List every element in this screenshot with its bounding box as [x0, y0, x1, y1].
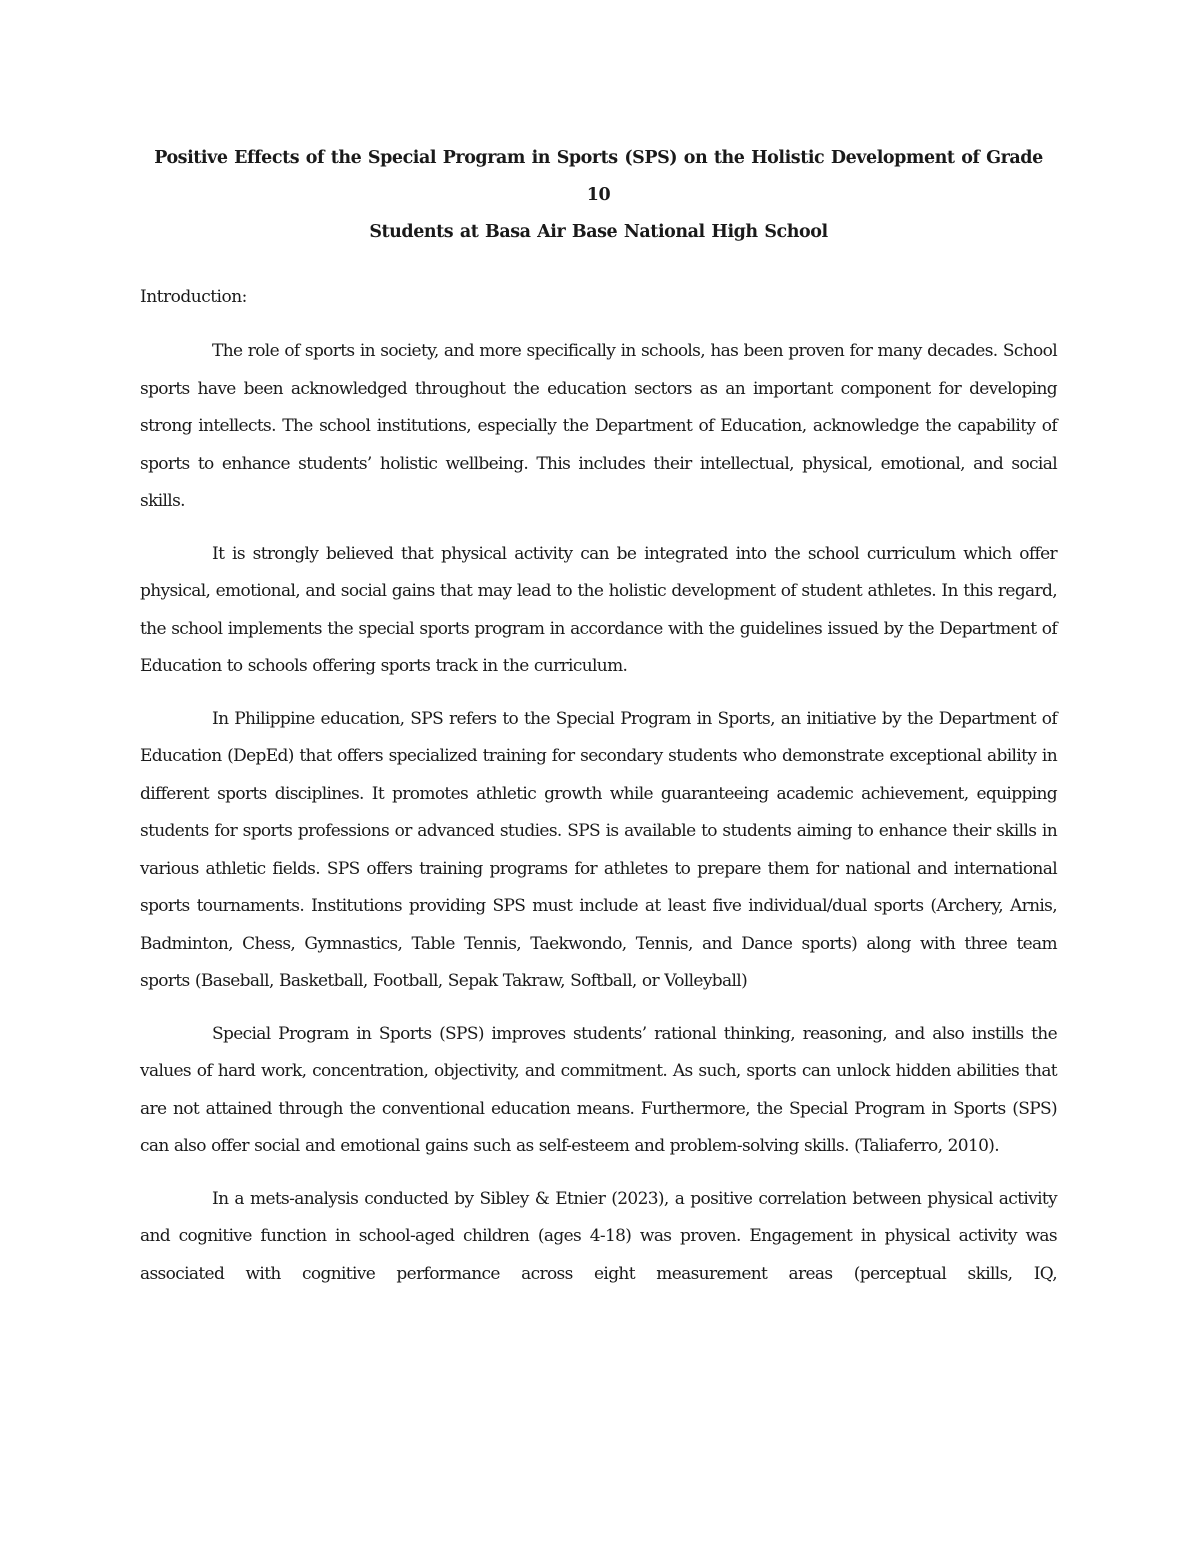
paragraph-5: In a mets-analysis conducted by Sibley & Etnier (2023), a positive correlation between physical activity and cognitive function in school-aged children (ages 4-18) was proven. Engagement in physical activity was associated with cognitive performance across eight measurement areas (perceptual skills, IQ,: [140, 1188, 1057, 1284]
section-heading: Introduction:: [140, 287, 247, 307]
document-body: [140, 333, 1057, 1308]
paragraph-2: It is strongly believed that physical activity can be integrated into the school curriculum which offer physical, emotional, and social gains that may lead to the holistic development of student athletes. In this regard, the school implements the special sports program in accordance with the guidelines issued by the Department of Education to schools offering sports track in the curriculum.: [140, 543, 1057, 676]
document-title: [140, 140, 1057, 251]
paragraph-1: The role of sports in society, and more specifically in schools, has been proven for many decades. School sports have been acknowledged throughout the education sectors as an important component for developing strong intellects. The school institutions, especially the Department of Education, acknowledge the capability of sports to enhance students’ holistic wellbeing. This includes their intellectual, physical, emotional, and social skills.: [140, 341, 1057, 511]
title-line-1: Positive Effects of the Special Program in Sports (SPS) on the Holistic Development of Grade 10: [154, 148, 1043, 205]
document-page: [140, 0, 1057, 1553]
title-line-2: Students at Basa Air Base National High School: [369, 222, 828, 242]
paragraph-4: Special Program in Sports (SPS) improves students’ rational thinking, reasoning, and also instills the values of hard work, concentration, objectivity, and commitment. As such, sports can unlock hidden abilities that are not attained through the conventional education means. Furthermore, the Special Program in Sports (SPS) can also offer social and emotional gains such as self-esteem and problem-solving skills. (Taliaferro, 2010).: [140, 1023, 1057, 1156]
paragraph-3: In Philippine education, SPS refers to the Special Program in Sports, an initiative by the Department of Education (DepEd) that offers specialized training for secondary students who demonstrate exceptional ability in different sports disciplines. It promotes athletic growth while guaranteeing academic achievement, equipping students for sports professions or advanced studies. SPS is available to students aiming to enhance their skills in various athletic fields. SPS offers training programs for athletes to prepare them for national and international sports tournaments. Institutions providing SPS must include at least five individual/dual sports (Archery, Arnis, Badminton, Chess, Gymnastics, Table Tennis, Taekwondo, Tennis, and Dance sports) along with three team sports (Baseball, Basketball, Football, Sepak Takraw, Softball, or Volleyball): [140, 708, 1057, 991]
